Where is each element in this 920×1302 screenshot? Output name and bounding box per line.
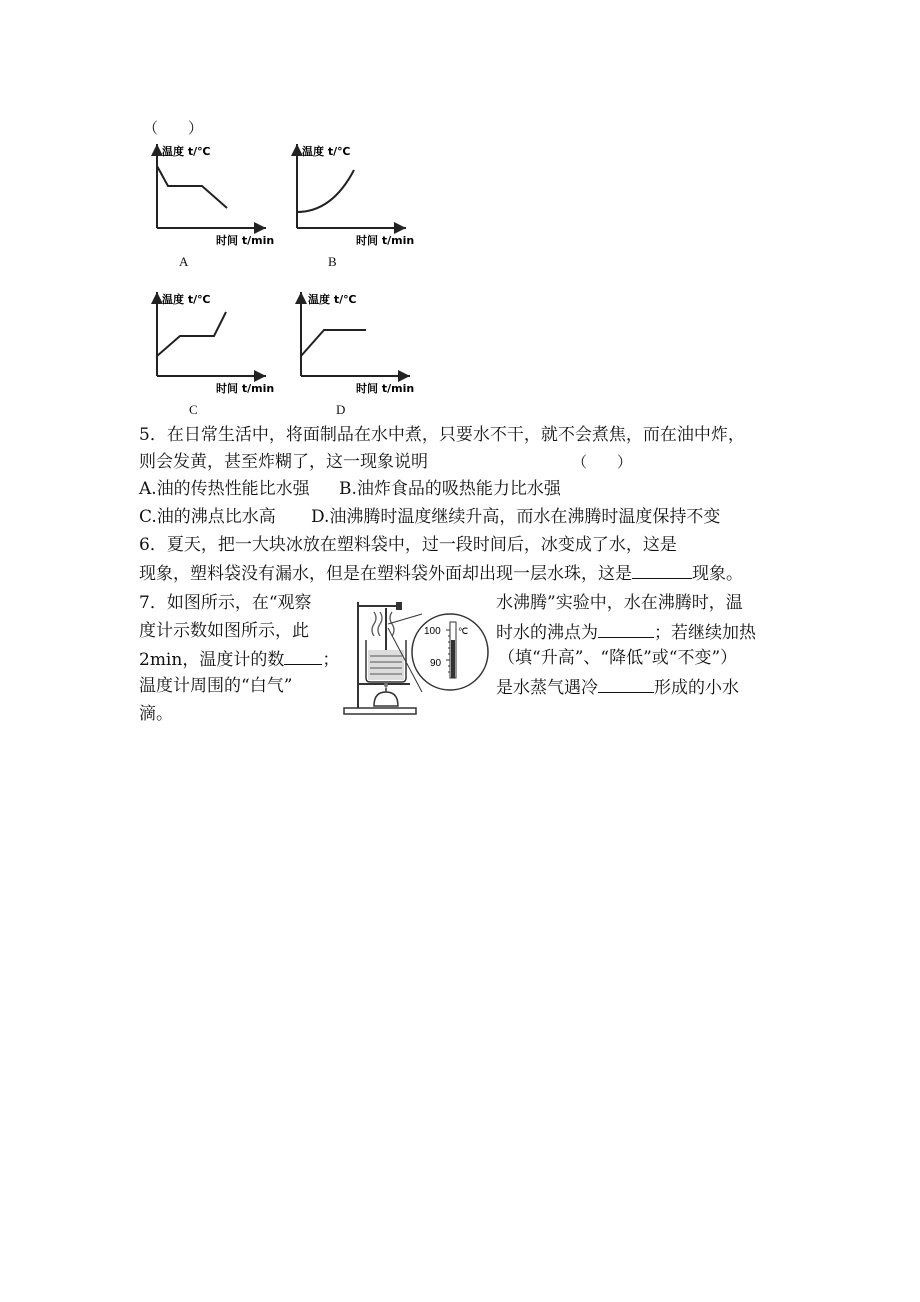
q7-line4-right xyxy=(496,676,739,698)
graph-a xyxy=(150,140,300,250)
q7-line2-left: 度计示数如图所示，此 xyxy=(139,621,309,641)
x-axis-label: 时间 t/min xyxy=(356,234,415,247)
y-axis-label: 温度 t/℃ xyxy=(162,145,211,158)
graph-c-plot xyxy=(150,288,300,398)
q7-line5: 滴。 xyxy=(139,704,173,724)
graph-d-plot xyxy=(294,288,444,398)
q5-line2: 则会发黄，甚至炸糊了，这一现象说明 xyxy=(139,452,428,472)
q7-line4-left: 温度计周围的“白气” xyxy=(139,676,293,696)
q7-line1-left: 7．如图所示，在“观察 xyxy=(139,593,312,613)
q7-line3-right: （填“升高”、“降低”或“不变”） xyxy=(498,648,738,668)
x-axis-label: 时间 t/min xyxy=(356,382,415,395)
q5-line1: 5．在日常生活中，将面制品在水中煮，只要水不干，就不会煮焦，而在油中炸， xyxy=(139,425,745,445)
curve-a xyxy=(157,166,227,208)
q7-line3-left xyxy=(139,648,339,670)
q7-boiling-point-blank[interactable] xyxy=(598,621,654,638)
x-axis-label: 时间 t/min xyxy=(216,382,275,395)
graph-d xyxy=(294,288,444,398)
q5-option-c: C.油的沸点比水高 xyxy=(139,507,276,527)
q6-line1: 6．夏天，把一大块冰放在塑料袋中，过一段时间后，冰变成了水，这是 xyxy=(139,535,677,555)
curve-b xyxy=(297,170,354,212)
q7-line4-end: 形成的小水 xyxy=(654,678,739,698)
q7-line2-right xyxy=(496,621,756,643)
boiling-apparatus-drawing xyxy=(338,596,490,720)
graph-d-caption: D xyxy=(336,402,346,417)
q7-reading-blank[interactable] xyxy=(284,648,322,665)
thermometer-top-label: 100 xyxy=(424,626,441,637)
q5-option-a: A.油的传热性能比水强 xyxy=(139,479,310,499)
graph-b xyxy=(290,140,440,250)
q7-line2-text: 时水的沸点为 xyxy=(496,623,598,643)
q5-paren: （ ） xyxy=(572,453,633,471)
q7-line2-end: ；若继续加热 xyxy=(654,623,756,643)
graph-a-plot xyxy=(150,140,300,250)
q7-line3-semicolon: ； xyxy=(322,650,340,670)
graph-b-caption: B xyxy=(328,254,337,269)
curve-d xyxy=(301,330,366,356)
q6-line2-end: 现象。 xyxy=(692,564,743,584)
x-axis-label: 时间 t/min xyxy=(216,234,275,247)
question-paren: （ ） xyxy=(143,119,204,137)
graph-c xyxy=(150,288,300,398)
thermometer-bottom-label: 90 xyxy=(430,658,442,669)
q5-option-d: D.油沸腾时温度继续升高，而水在沸腾时温度保持不变 xyxy=(311,507,721,527)
q7-line4-text: 是水蒸气遇冷 xyxy=(496,678,598,698)
curve-c xyxy=(157,312,226,356)
q5-option-b: B.油炸食品的吸热能力比水强 xyxy=(339,479,561,499)
y-axis-label: 温度 t/℃ xyxy=(308,293,357,306)
q7-line3-text: 2min，温度计的数 xyxy=(139,650,285,670)
y-axis-label: 温度 t/℃ xyxy=(302,145,351,158)
q6-line2 xyxy=(139,562,743,584)
q7-line1-right: 水沸腾”实验中，水在沸腾时，温 xyxy=(496,593,743,613)
q6-blank[interactable] xyxy=(632,562,692,579)
graph-a-caption: A xyxy=(179,254,189,269)
y-axis-label: 温度 t/℃ xyxy=(162,293,211,306)
graph-b-plot xyxy=(290,140,440,250)
thermometer-unit-label: ℃ xyxy=(458,626,469,636)
q6-line2-text: 现象，塑料袋没有漏水，但是在塑料袋外面却出现一层水珠，这是 xyxy=(139,564,632,584)
boiling-apparatus-figure xyxy=(338,596,490,720)
q7-process-blank[interactable] xyxy=(598,676,654,693)
graph-c-caption: C xyxy=(189,402,198,417)
